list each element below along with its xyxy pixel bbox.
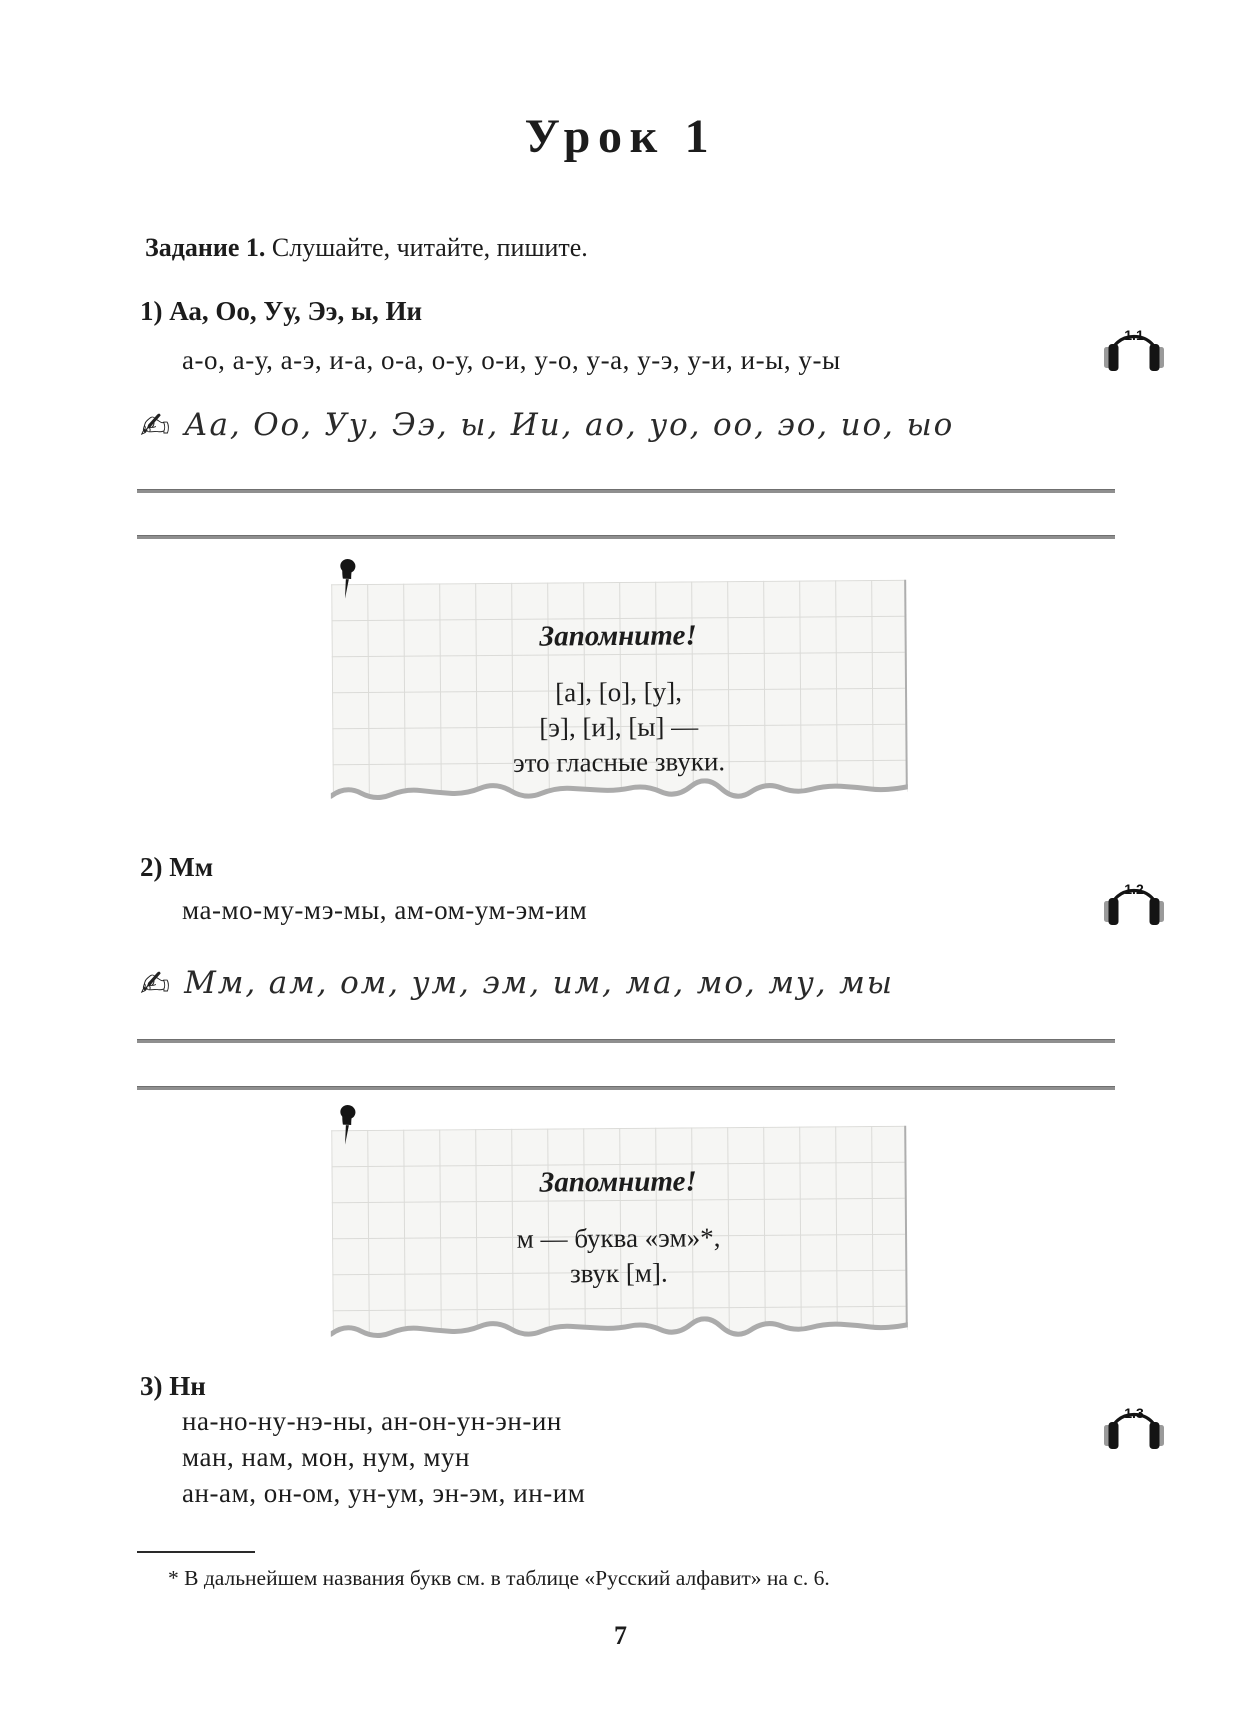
section-1-heading: 1) Аа, Оо, Уу, Ээ, ы, Ии bbox=[140, 296, 423, 326]
audio-track-number: 1.2 bbox=[1124, 881, 1144, 897]
task-label: Задание 1. bbox=[145, 233, 266, 262]
torn-edge bbox=[331, 1315, 908, 1350]
memo-card-vowels bbox=[331, 580, 908, 797]
writing-practice-line bbox=[137, 1086, 1115, 1090]
torn-edge bbox=[331, 777, 908, 812]
page-number: 7 bbox=[614, 1621, 627, 1650]
section-3-syllables-2: ман, нам, мон, нум, мун bbox=[182, 1442, 471, 1472]
audio-track-1-1 bbox=[1103, 318, 1165, 376]
footnote-rule bbox=[137, 1551, 255, 1553]
task-instruction: Слушайте, читайте, пишите. bbox=[271, 233, 588, 262]
section-1-syllables: а-о, а-у, а-э, и-а, о-а, о-у, о-и, у-о, у-а, у-э, у-и, и-ы, у-ы bbox=[182, 345, 841, 375]
writing-practice-line bbox=[137, 489, 1115, 493]
memo-title: Запомните! bbox=[539, 619, 697, 653]
audio-track-1-3 bbox=[1103, 1396, 1165, 1454]
section-3-heading: 3) Нн bbox=[140, 1371, 206, 1401]
task-line bbox=[145, 231, 588, 265]
handwriting-text: Мм, ам, ом, ум, эм, им, ма, мо, му, мы bbox=[184, 965, 894, 1001]
handwriting-sample-1 bbox=[140, 403, 954, 447]
writing-hand-icon: ✍ bbox=[140, 964, 171, 1005]
pushpin-icon bbox=[328, 556, 368, 608]
memo-body bbox=[332, 1219, 906, 1293]
section-3-syllables-3: ан-ам, он-ом, ун-ум, эн-эм, ин-им bbox=[182, 1478, 586, 1508]
memo-card-letter-m bbox=[331, 1126, 908, 1335]
memo-body bbox=[332, 673, 906, 782]
memo-line: м — буква «эм»*, bbox=[516, 1222, 721, 1254]
memo-title: Запомните! bbox=[539, 1165, 697, 1199]
writing-practice-line bbox=[137, 535, 1115, 539]
memo-line: [а], [о], [у], bbox=[555, 676, 682, 708]
writing-practice-line bbox=[137, 1039, 1115, 1043]
memo-line: звук [м]. bbox=[569, 1257, 668, 1289]
section-2-syllables: ма-мо-му-мэ-мы, ам-ом-ум-эм-им bbox=[182, 895, 588, 925]
section-2-heading: 2) Мм bbox=[140, 852, 214, 882]
audio-track-number: 1.3 bbox=[1124, 1405, 1144, 1421]
page-title: Урок 1 bbox=[524, 110, 717, 163]
audio-track-number: 1.1 bbox=[1124, 327, 1144, 343]
memo-line: [э], [и], [ы] — bbox=[539, 711, 699, 743]
section-3-syllables-1: на-но-ну-нэ-ны, ан-он-ун-эн-ин bbox=[182, 1406, 562, 1436]
handwriting-text: Аа, Оо, Уу, Ээ, ы, Ии, ао, уо, оо, эо, ио, ыо bbox=[184, 407, 955, 443]
memo-line: это гласные звуки. bbox=[512, 746, 726, 778]
audio-track-1-2 bbox=[1103, 872, 1165, 930]
handwriting-sample-2 bbox=[140, 961, 894, 1005]
pushpin-icon bbox=[328, 1102, 368, 1154]
footnote-text: * В дальнейшем названия букв см. в таблице «Русский алфавит» на с. 6. bbox=[168, 1566, 830, 1590]
writing-hand-icon: ✍ bbox=[140, 406, 171, 447]
